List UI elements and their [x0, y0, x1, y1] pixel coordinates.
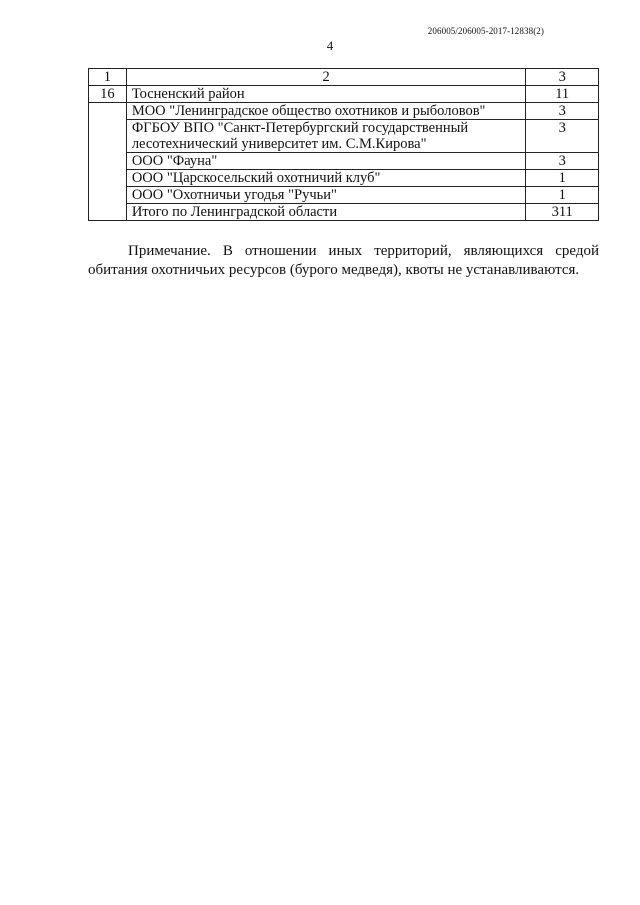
organization-name: МОО "Ленинградское общество охотников и рыболовов": [126, 103, 526, 120]
district-name: Тосненский район: [126, 86, 526, 103]
organization-name: ООО "Охотничьи угодья "Ручьи": [126, 187, 526, 204]
district-number: 16: [89, 86, 127, 103]
district-value: 11: [526, 86, 599, 103]
empty-cell: [89, 187, 127, 204]
table-row: [89, 120, 599, 153]
organization-name-line: ФГБОУ ВПО "Санкт-Петербургский государственный: [131, 120, 469, 136]
table-row: [89, 170, 599, 187]
document-id: 206005/206005-2017-12838(2): [427, 26, 544, 36]
table-row: [89, 103, 599, 120]
quota-value: 3: [526, 120, 599, 153]
organization-name: [126, 120, 526, 153]
header-cell: 2: [126, 69, 526, 86]
note-line: обитания охотничьих ресурсов (бурого медведя), квоты не устанавливаются.: [88, 262, 580, 278]
empty-cell: [89, 204, 127, 221]
total-label: Итого по Ленинградской области: [126, 204, 526, 221]
note-line: Примечание. В отношении иных территорий, являющихся средой: [128, 243, 599, 259]
page-number: 4: [326, 38, 334, 53]
quota-table: [88, 68, 599, 221]
table-row: [89, 187, 599, 204]
table-header-row: [89, 69, 599, 86]
organization-name: ООО "Царскосельский охотничий клуб": [126, 170, 526, 187]
header-cell: 1: [89, 69, 127, 86]
total-value: 311: [526, 204, 599, 221]
note-paragraph: [88, 242, 599, 280]
table-row: [89, 86, 599, 103]
quota-value: 3: [526, 103, 599, 120]
quota-value: 1: [526, 170, 599, 187]
empty-cell: [89, 153, 127, 170]
organization-name: ООО "Фауна": [126, 153, 526, 170]
table-total-row: [89, 204, 599, 221]
quota-value: 1: [526, 187, 599, 204]
empty-cell: [89, 120, 127, 153]
quota-value: 3: [526, 153, 599, 170]
table-row: [89, 153, 599, 170]
empty-cell: [89, 170, 127, 187]
header-cell: 3: [526, 69, 599, 86]
empty-cell: [89, 103, 127, 120]
organization-name-line: лесотехнический университет им. С.М.Кирова": [131, 136, 427, 152]
